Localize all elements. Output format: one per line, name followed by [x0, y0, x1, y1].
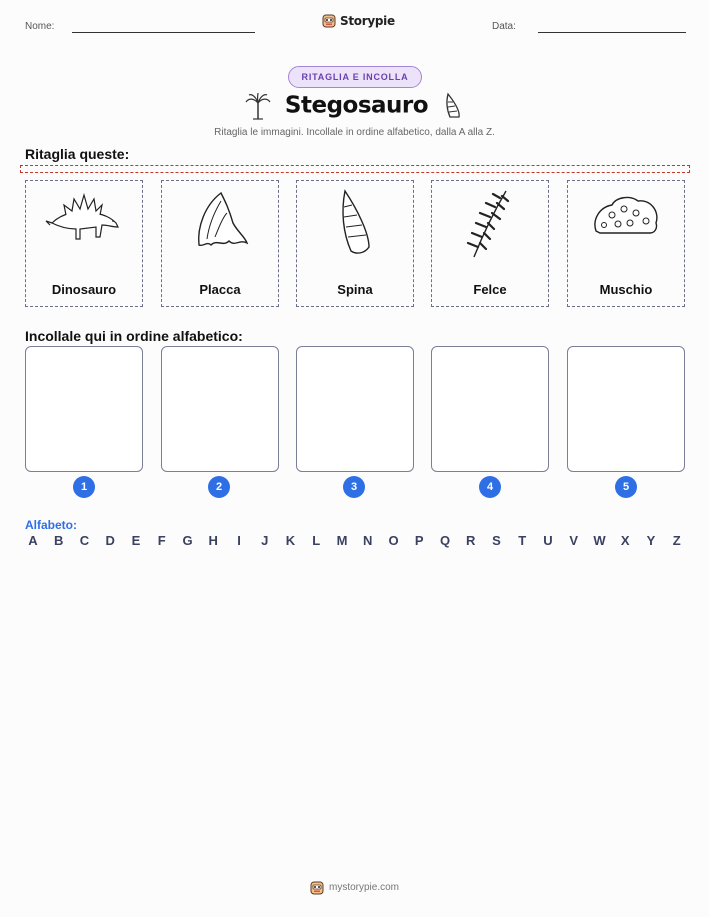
alphabet-letter: I [237, 533, 241, 548]
paste-slot[interactable] [431, 346, 549, 472]
card-label: Placca [199, 282, 241, 297]
instructions: Ritaglia le immagini. Incollale in ordine alfabetico, dalla A alla Z. [214, 127, 495, 138]
alphabet-letter: D [105, 533, 115, 548]
cut-card[interactable] [567, 180, 685, 307]
alphabet-letter: Z [672, 533, 681, 548]
alphabet-letter: G [182, 533, 193, 548]
alphabet-letter: Y [646, 533, 656, 548]
cut-heading: Ritaglia queste: [25, 146, 130, 162]
slot-number: 2 [208, 476, 230, 498]
alphabet-title: Alfabeto: [25, 518, 77, 532]
page-title [0, 92, 709, 120]
slot-number: 3 [343, 476, 365, 498]
alphabet-letter: J [261, 533, 269, 548]
activity-badge: RITAGLIA E INCOLLA [288, 66, 422, 88]
alphabet-letter: P [414, 533, 424, 548]
alphabet-letter: S [492, 533, 501, 548]
alphabet-letter: T [518, 533, 527, 548]
paste-slot[interactable] [567, 346, 685, 472]
alphabet-letter: O [388, 533, 399, 548]
paste-heading: Incollale qui in ordine alfabetico: [25, 328, 243, 344]
alphabet-letter: M [336, 533, 348, 548]
alphabet-letter: U [543, 533, 553, 548]
name-line[interactable] [72, 32, 255, 33]
spike-icon [325, 187, 385, 259]
date-line[interactable] [538, 32, 686, 33]
title-text: Stegosauro [284, 92, 429, 119]
footer [0, 880, 709, 895]
alphabet-letter: V [569, 533, 579, 548]
cut-card[interactable] [296, 180, 414, 307]
fern-icon [460, 187, 520, 259]
storypie-mascot-icon [310, 880, 324, 895]
alphabet-letter: B [54, 533, 64, 548]
plate-icon [185, 187, 255, 255]
footer-link[interactable]: mystorypie.com [328, 882, 399, 893]
alphabet-letter: K [285, 533, 296, 548]
date-label: Data: [492, 21, 516, 32]
card-label: Dinosauro [51, 282, 117, 297]
alphabet-letter: X [620, 533, 630, 548]
paste-slot[interactable] [161, 346, 279, 472]
brand-logo [322, 13, 395, 28]
alphabet-letter: A [28, 533, 38, 548]
alphabet-letter: R [466, 533, 476, 548]
paste-slot[interactable] [25, 346, 143, 472]
alphabet-letter: F [157, 533, 166, 548]
card-label: Muschio [599, 282, 653, 297]
card-label: Spina [337, 282, 373, 297]
slot-number: 1 [73, 476, 95, 498]
alphabet-row [25, 533, 685, 548]
name-label: Nome: [25, 21, 55, 32]
cut-card[interactable] [161, 180, 279, 307]
stegosaurus-icon [44, 187, 124, 247]
alphabet-letter: L [312, 533, 321, 548]
alphabet-letter: N [363, 533, 373, 548]
storypie-mascot-icon [322, 13, 336, 28]
slot-number: 5 [615, 476, 637, 498]
alphabet-letter: H [208, 533, 218, 548]
cut-card[interactable] [25, 180, 143, 307]
alphabet-letter: E [131, 533, 141, 548]
alphabet-letter: C [79, 533, 90, 548]
paste-slot[interactable] [296, 346, 414, 472]
alphabet-letter: W [593, 533, 606, 548]
alphabet-letter: Q [439, 533, 451, 548]
cut-line [20, 165, 690, 173]
slot-number: 4 [479, 476, 501, 498]
moss-icon [590, 187, 662, 247]
card-label: Felce [473, 282, 507, 297]
spike-title-icon [442, 92, 464, 120]
brand-name: Storypie [340, 13, 395, 28]
palm-tree-icon [245, 92, 271, 120]
cut-card[interactable] [431, 180, 549, 307]
